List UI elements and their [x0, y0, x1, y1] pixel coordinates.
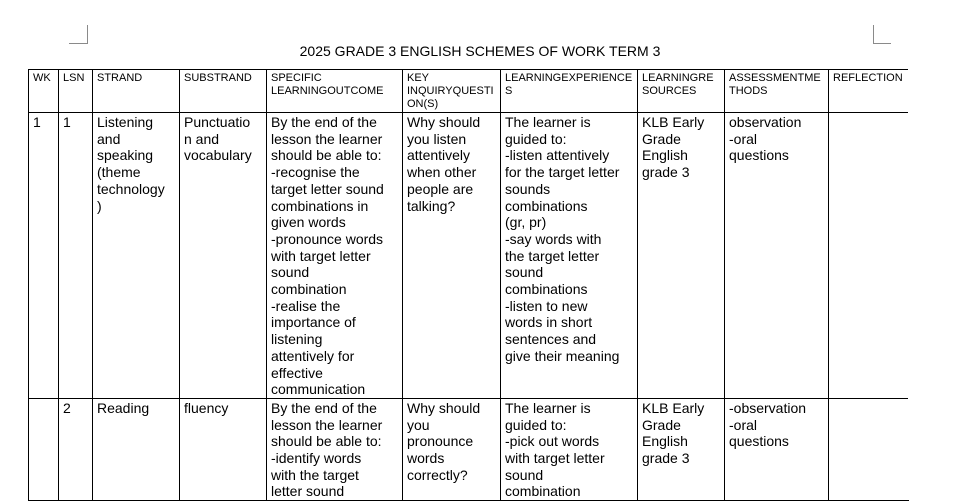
cell-substrand: fluency	[180, 398, 267, 500]
cell-lsn: 1	[59, 113, 93, 399]
cell-inquiry: Why should you pronounce words correctly?	[403, 398, 501, 500]
header-inquiry: KEY INQUIRYQUESTION(S)	[403, 70, 501, 113]
cell-outcome: By the end of the lesson the learner should be able to: -identify words with the target letter sound	[267, 398, 403, 500]
header-substrand: SUBSTRAND	[180, 70, 267, 113]
header-strand: STRAND	[93, 70, 180, 113]
cell-substrand: Punctuatio n and vocabulary	[180, 113, 267, 399]
header-assessment: ASSESSMENTMETHODS	[725, 70, 829, 113]
table-header-row	[29, 70, 909, 113]
cell-wk	[29, 398, 59, 500]
table-row	[29, 113, 909, 399]
table-row	[29, 398, 909, 500]
cell-resources: KLB Early Grade English grade 3	[638, 398, 725, 500]
system-navigation-bar	[908, 0, 960, 480]
cell-inquiry: Why should you listen attentively when other people are talking?	[403, 113, 501, 399]
cell-strand: Reading	[93, 398, 180, 500]
cell-resources: KLB Early Grade English grade 3	[638, 113, 725, 399]
header-lsn: LSN	[59, 70, 93, 113]
cell-strand: Listening and speaking (theme technology )	[93, 113, 180, 399]
cell-experiences: The learner is guided to: -pick out words with target letter sound combination	[501, 398, 638, 500]
cell-assessment: observation -oral questions	[725, 113, 829, 399]
header-outcome: SPECIFIC LEARNINGOUTCOME	[267, 70, 403, 113]
cell-outcome: By the end of the lesson the learner should be able to: -recognise the target letter sound combinations in given words -pronounce words with target letter sound combination -realise the importance of listening attentively for effective communication	[267, 113, 403, 399]
cell-reflection	[829, 113, 909, 399]
crop-mark-top-left	[69, 25, 88, 44]
header-resources: LEARNINGRESOURCES	[638, 70, 725, 113]
cell-experiences: The learner is guided to: -listen attentively for the target letter sounds combinations (gr, pr) -say words with the target letter sound combinations -listen to new words in short sentences and give their meaning	[501, 113, 638, 399]
header-reflection: REFLECTION	[829, 70, 909, 113]
cell-wk: 1	[29, 113, 59, 399]
crop-mark-top-right	[873, 25, 891, 44]
cell-reflection	[829, 398, 909, 500]
header-wk: WK	[29, 70, 59, 113]
schemes-of-work-table	[28, 69, 909, 501]
cell-assessment: -observation -oral questions	[725, 398, 829, 500]
header-experiences: LEARNINGEXPERIENCES	[501, 70, 638, 113]
cell-lsn: 2	[59, 398, 93, 500]
document-title: 2025 GRADE 3 ENGLISH SCHEMES OF WORK TERM 3	[299, 43, 661, 59]
